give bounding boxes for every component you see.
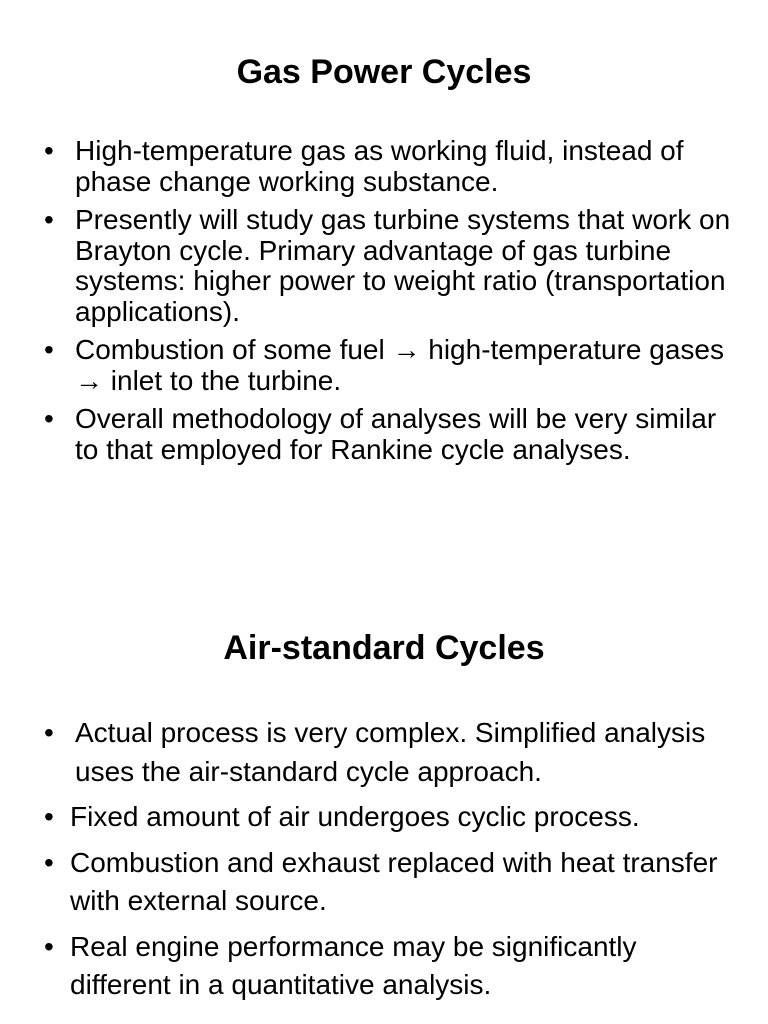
slide-title: Gas Power Cycles	[236, 53, 532, 91]
bullet-item	[0, 205, 768, 327]
bullet-item	[0, 928, 768, 1005]
bullet-list	[0, 136, 768, 473]
bullet-list	[0, 714, 768, 1012]
bullet-item	[0, 798, 768, 837]
bullet-text: Combustion and exhaust replaced with heat transfer with external source.	[70, 846, 718, 916]
bullet-icon: •	[44, 135, 54, 166]
bullet-icon: •	[44, 846, 54, 878]
bullet-item	[0, 844, 768, 921]
bullet-icon: •	[44, 930, 54, 962]
bullet-text: Actual process is very complex. Simplified analysis uses the air-standard cycle approach.	[75, 717, 706, 787]
bullet-icon: •	[44, 334, 54, 365]
bullet-text: Presently will study gas turbine systems that work on Brayton cycle. Primary advantage of gas turbine systems: higher power to weight ratio (transportation applications).	[75, 204, 731, 327]
bullet-text: Overall methodology of analyses will be very similar to that employed for Rankine cycle analyses.	[75, 403, 717, 465]
slide-title: Air-standard Cycles	[223, 629, 545, 667]
slide-air-standard-cycles	[0, 590, 768, 1024]
bullet-text: Combustion of some fuel → high-temperature gases → inlet to the turbine.	[75, 334, 724, 396]
bullet-text: High-temperature gas as working fluid, instead of phase change working substance.	[75, 135, 684, 197]
bullet-icon: •	[44, 801, 54, 832]
bullet-item	[0, 136, 768, 197]
bullet-item	[0, 404, 768, 465]
bullet-text: Real engine performance may be significantly different in a quantitative analysis.	[70, 930, 637, 1000]
bullet-item	[0, 335, 768, 396]
bullet-icon: •	[44, 204, 54, 235]
bullet-icon: •	[44, 717, 54, 748]
bullet-item	[0, 714, 768, 791]
bullet-icon: •	[44, 403, 54, 434]
bullet-text: Fixed amount of air undergoes cyclic process.	[70, 801, 640, 832]
